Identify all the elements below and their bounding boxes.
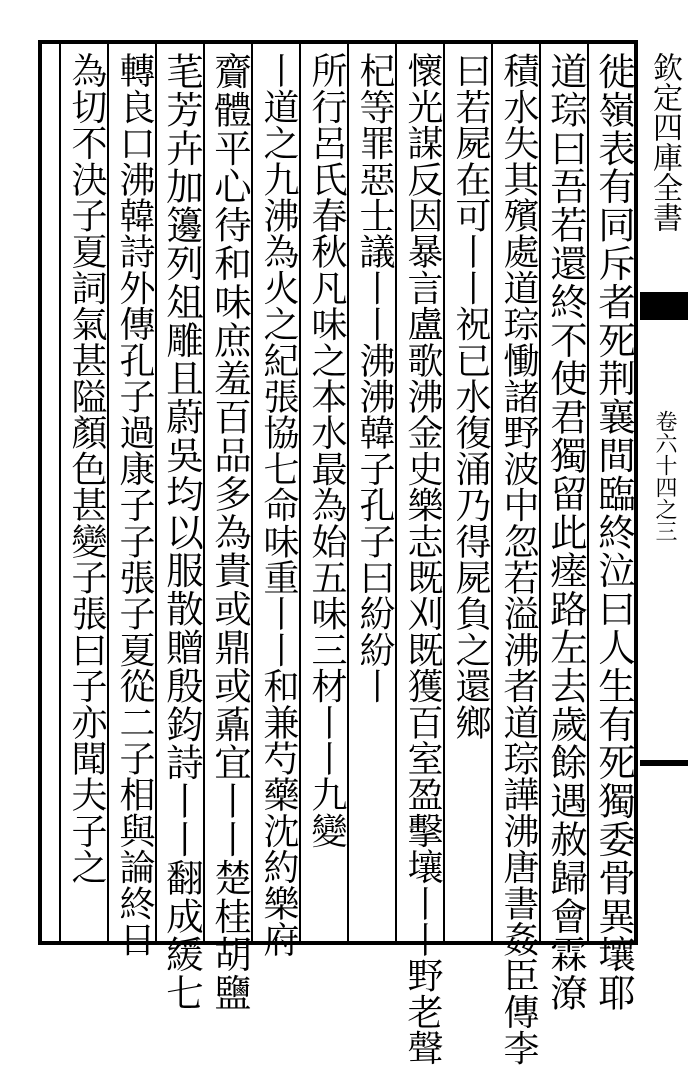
annotation: 為火之紀張協七命味重丨丨和兼芍藥沈約樂府 (258, 233, 299, 958)
text-column-3 (495, 52, 541, 1066)
headword: 譁沸 (498, 776, 539, 849)
headword: 歌沸 (402, 341, 443, 415)
text-column-13-body: 為切 (66, 52, 107, 125)
text-column-12-body: 轉良口 (114, 52, 155, 161)
annotation: 金史樂志既刈既獲百室盈擊壤丨丨野老聲 (402, 414, 443, 1066)
text-column-3-body: 積水失其殯處道琮慟諸野波中忽若溢沸者道琮 (498, 52, 539, 776)
text-column-6-body: 懷光謀反因暴言盧 (402, 52, 443, 342)
annotation: 呂氏春秋凡味之本水最為始五味三材丨丨九變 (306, 124, 347, 849)
text-column-13 (63, 52, 109, 922)
text-column-8 (303, 52, 349, 922)
text-column-11: 芼芳卉加籩列俎雕且蔚吳均以服散贈殷鈞詩丨丨翻成緩七 (160, 52, 204, 1012)
text-column-1: 徙嶺表有同斥者死荆襄間臨終泣曰人生有死獨委骨異壤耶 (592, 52, 636, 1012)
column-rule (59, 44, 61, 941)
annotation: 不決子夏詞氣甚隘顏色甚變子張曰子亦聞夫子之 (66, 124, 107, 885)
text-column-7 (351, 52, 397, 922)
text-column-9 (255, 52, 301, 958)
text-column-8-body: 所行 (306, 52, 347, 125)
headword: 九沸 (258, 160, 299, 234)
text-column-7-body: 杞等罪惡士議丨丨 (354, 52, 395, 342)
text-column-6 (399, 52, 445, 1066)
annotation: 韓詩外傳孔子過康子子張子夏從二子相與論終日 (114, 196, 155, 958)
annotation: 韓子孔子曰紛紛丨 (354, 414, 395, 704)
text-column-2: 道琮曰吾若還終不使君獨留此瘗路左去歲餘遇赦歸會霖潦 (544, 52, 588, 1012)
text-column-12 (111, 52, 157, 958)
text-column-9-body: 丨道之 (258, 52, 299, 161)
annotation: 唐書姦臣傳李 (498, 848, 539, 1066)
fish-tail-mark (640, 292, 688, 320)
book-title: 欽定四庫全書 (647, 52, 682, 232)
text-column-10: 齎體平心待和味庶羞百品多為貴或鼎或鼒宜丨丨楚桂胡鹽 (208, 52, 252, 1012)
text-column-4: 曰若屍在可丨丨祝已水復涌乃得屍負之還鄉 (450, 52, 491, 740)
fish-tail-mark-lower (640, 760, 688, 766)
headword: 沸沸 (354, 341, 395, 415)
juan-label: 卷六十四之三 (652, 410, 677, 542)
headword: 沸 (114, 160, 155, 197)
